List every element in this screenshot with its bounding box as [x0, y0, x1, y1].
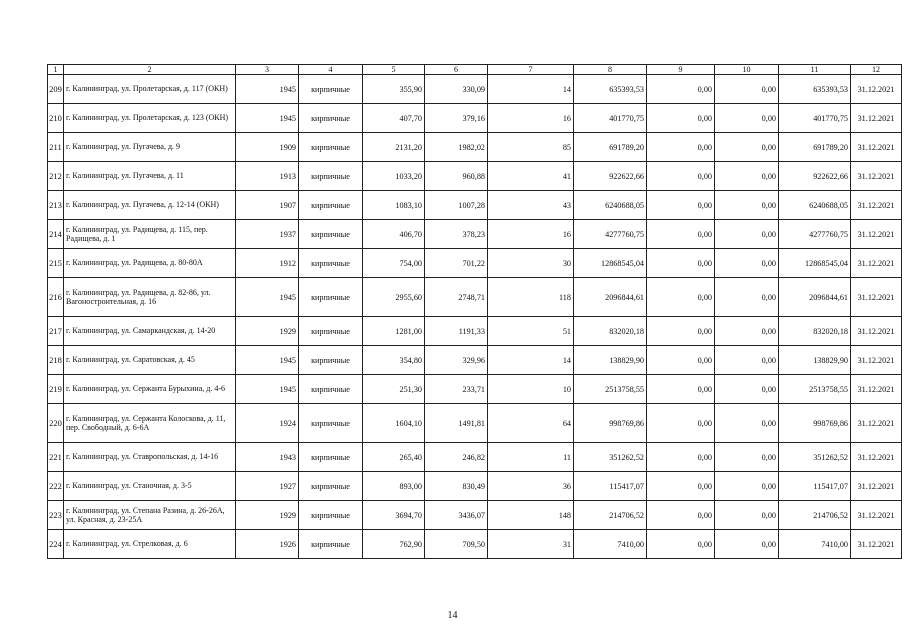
value-col-5-cell: 2131,20	[363, 133, 425, 162]
value-col-11-cell: 7410,00	[779, 530, 851, 559]
value-col-11-cell: 351262,52	[779, 443, 851, 472]
value-col-6-cell: 830,49	[425, 472, 488, 501]
value-col-10-cell: 0,00	[715, 104, 779, 133]
row-number-cell: 216	[48, 278, 64, 317]
value-col-11-cell: 832020,18	[779, 317, 851, 346]
value-col-9-cell: 0,00	[647, 443, 715, 472]
table-row	[48, 346, 902, 375]
value-col-6-cell: 1191,33	[425, 317, 488, 346]
date-cell: 31.12.2021	[851, 133, 902, 162]
row-number-cell: 212	[48, 162, 64, 191]
column-header: 10	[715, 65, 779, 75]
value-col-11-cell: 138829,90	[779, 346, 851, 375]
wall-material-cell: кирпичные	[299, 278, 363, 317]
value-col-5-cell: 1281,00	[363, 317, 425, 346]
build-year-cell: 1924	[236, 404, 299, 443]
value-col-5-cell: 407,70	[363, 104, 425, 133]
build-year-cell: 1945	[236, 104, 299, 133]
row-number-cell: 215	[48, 249, 64, 278]
build-year-cell: 1945	[236, 278, 299, 317]
value-col-10-cell: 0,00	[715, 530, 779, 559]
address-cell: г. Калининград, ул. Ставропольская, д. 14-16	[64, 443, 236, 472]
build-year-cell: 1945	[236, 346, 299, 375]
value-col-10-cell: 0,00	[715, 346, 779, 375]
value-col-7-cell: 41	[488, 162, 574, 191]
table-row	[48, 530, 902, 559]
value-col-11-cell: 2513758,55	[779, 375, 851, 404]
address-cell: г. Калининград, ул. Сержанта Бурыхина, д. 4-6	[64, 375, 236, 404]
wall-material-cell: кирпичные	[299, 472, 363, 501]
date-cell: 31.12.2021	[851, 162, 902, 191]
date-cell: 31.12.2021	[851, 443, 902, 472]
value-col-7-cell: 85	[488, 133, 574, 162]
value-col-9-cell: 0,00	[647, 278, 715, 317]
page-number: 14	[447, 610, 458, 621]
row-number-cell: 220	[48, 404, 64, 443]
value-col-7-cell: 43	[488, 191, 574, 220]
build-year-cell: 1929	[236, 501, 299, 530]
value-col-10-cell: 0,00	[715, 162, 779, 191]
column-number-row	[48, 65, 902, 75]
address-cell: г. Калининград, ул. Сержанта Колоскова, д. 11, пер. Свободный, д. 6-6А	[64, 404, 236, 443]
row-number-cell: 209	[48, 75, 64, 104]
value-col-11-cell: 214706,52	[779, 501, 851, 530]
table-row	[48, 472, 902, 501]
value-col-9-cell: 0,00	[647, 162, 715, 191]
wall-material-cell: кирпичные	[299, 501, 363, 530]
column-header: 6	[425, 65, 488, 75]
value-col-9-cell: 0,00	[647, 220, 715, 249]
wall-material-cell: кирпичные	[299, 104, 363, 133]
address-cell: г. Калининград, ул. Степана Разина, д. 26-26А, ул. Красная, д. 23-25А	[64, 501, 236, 530]
address-cell: г. Калининград, ул. Стрелковая, д. 6	[64, 530, 236, 559]
build-year-cell: 1926	[236, 530, 299, 559]
value-col-6-cell: 1982,02	[425, 133, 488, 162]
wall-material-cell: кирпичные	[299, 443, 363, 472]
value-col-10-cell: 0,00	[715, 75, 779, 104]
value-col-11-cell: 691789,20	[779, 133, 851, 162]
value-col-11-cell: 401770,75	[779, 104, 851, 133]
value-col-10-cell: 0,00	[715, 404, 779, 443]
column-header: 3	[236, 65, 299, 75]
value-col-9-cell: 0,00	[647, 104, 715, 133]
row-number-cell: 222	[48, 472, 64, 501]
value-col-9-cell: 0,00	[647, 404, 715, 443]
value-col-8-cell: 635393,53	[574, 75, 647, 104]
date-cell: 31.12.2021	[851, 278, 902, 317]
address-cell: г. Калининград, ул. Пугачева, д. 9	[64, 133, 236, 162]
column-header: 9	[647, 65, 715, 75]
row-number-cell: 213	[48, 191, 64, 220]
value-col-10-cell: 0,00	[715, 133, 779, 162]
row-number-cell: 219	[48, 375, 64, 404]
value-col-8-cell: 6240688,05	[574, 191, 647, 220]
address-cell: г. Калининград, ул. Станочная, д. 3-5	[64, 472, 236, 501]
row-number-cell: 210	[48, 104, 64, 133]
value-col-6-cell: 1007,28	[425, 191, 488, 220]
value-col-8-cell: 138829,90	[574, 346, 647, 375]
value-col-11-cell: 635393,53	[779, 75, 851, 104]
build-year-cell: 1913	[236, 162, 299, 191]
housing-register-table	[47, 64, 902, 559]
value-col-8-cell: 691789,20	[574, 133, 647, 162]
address-cell: г. Калининград, ул. Радищева, д. 115, пер. Радищева, д. 1	[64, 220, 236, 249]
address-cell: г. Калининград, ул. Пролетарская, д. 117 (ОКН)	[64, 75, 236, 104]
address-cell: г. Калининград, ул. Саратовская, д. 45	[64, 346, 236, 375]
date-cell: 31.12.2021	[851, 530, 902, 559]
value-col-6-cell: 329,96	[425, 346, 488, 375]
build-year-cell: 1927	[236, 472, 299, 501]
value-col-11-cell: 998769,86	[779, 404, 851, 443]
value-col-6-cell: 3436,07	[425, 501, 488, 530]
column-header: 12	[851, 65, 902, 75]
value-col-9-cell: 0,00	[647, 501, 715, 530]
value-col-7-cell: 14	[488, 346, 574, 375]
row-number-cell: 223	[48, 501, 64, 530]
build-year-cell: 1945	[236, 375, 299, 404]
column-header: 2	[64, 65, 236, 75]
table-row	[48, 191, 902, 220]
table-row	[48, 317, 902, 346]
value-col-9-cell: 0,00	[647, 346, 715, 375]
wall-material-cell: кирпичные	[299, 404, 363, 443]
value-col-6-cell: 330,09	[425, 75, 488, 104]
value-col-6-cell: 378,23	[425, 220, 488, 249]
value-col-8-cell: 2096844,61	[574, 278, 647, 317]
value-col-5-cell: 355,90	[363, 75, 425, 104]
address-cell: г. Калининград, ул. Пролетарская, д. 123 (ОКН)	[64, 104, 236, 133]
value-col-5-cell: 251,30	[363, 375, 425, 404]
value-col-7-cell: 10	[488, 375, 574, 404]
address-cell: г. Калининград, ул. Радищева, д. 80-80А	[64, 249, 236, 278]
value-col-5-cell: 1033,20	[363, 162, 425, 191]
value-col-8-cell: 115417,07	[574, 472, 647, 501]
value-col-8-cell: 2513758,55	[574, 375, 647, 404]
value-col-8-cell: 4277760,75	[574, 220, 647, 249]
value-col-10-cell: 0,00	[715, 220, 779, 249]
value-col-7-cell: 16	[488, 104, 574, 133]
row-number-cell: 217	[48, 317, 64, 346]
date-cell: 31.12.2021	[851, 375, 902, 404]
date-cell: 31.12.2021	[851, 104, 902, 133]
value-col-7-cell: 64	[488, 404, 574, 443]
row-number-cell: 221	[48, 443, 64, 472]
wall-material-cell: кирпичные	[299, 375, 363, 404]
value-col-11-cell: 115417,07	[779, 472, 851, 501]
value-col-5-cell: 1083,10	[363, 191, 425, 220]
wall-material-cell: кирпичные	[299, 191, 363, 220]
table-row	[48, 220, 902, 249]
value-col-7-cell: 31	[488, 530, 574, 559]
value-col-10-cell: 0,00	[715, 472, 779, 501]
value-col-8-cell: 7410,00	[574, 530, 647, 559]
value-col-5-cell: 3694,70	[363, 501, 425, 530]
date-cell: 31.12.2021	[851, 501, 902, 530]
wall-material-cell: кирпичные	[299, 346, 363, 375]
value-col-9-cell: 0,00	[647, 317, 715, 346]
value-col-6-cell: 709,50	[425, 530, 488, 559]
table-row	[48, 404, 902, 443]
table-row	[48, 501, 902, 530]
date-cell: 31.12.2021	[851, 220, 902, 249]
date-cell: 31.12.2021	[851, 249, 902, 278]
table-row	[48, 162, 902, 191]
column-header: 4	[299, 65, 363, 75]
wall-material-cell: кирпичные	[299, 530, 363, 559]
build-year-cell: 1929	[236, 317, 299, 346]
wall-material-cell: кирпичные	[299, 133, 363, 162]
value-col-9-cell: 0,00	[647, 191, 715, 220]
row-number-cell: 211	[48, 133, 64, 162]
address-cell: г. Калининград, ул. Радищева, д. 82-86, ул. Вагоностроительная, д. 16	[64, 278, 236, 317]
column-header: 1	[48, 65, 64, 75]
value-col-11-cell: 922622,66	[779, 162, 851, 191]
value-col-8-cell: 998769,86	[574, 404, 647, 443]
column-header: 5	[363, 65, 425, 75]
table-row	[48, 104, 902, 133]
table-row	[48, 375, 902, 404]
value-col-9-cell: 0,00	[647, 249, 715, 278]
value-col-11-cell: 12868545,04	[779, 249, 851, 278]
date-cell: 31.12.2021	[851, 75, 902, 104]
value-col-8-cell: 214706,52	[574, 501, 647, 530]
date-cell: 31.12.2021	[851, 472, 902, 501]
build-year-cell: 1945	[236, 75, 299, 104]
value-col-9-cell: 0,00	[647, 75, 715, 104]
table-row	[48, 249, 902, 278]
build-year-cell: 1943	[236, 443, 299, 472]
table-row	[48, 75, 902, 104]
value-col-10-cell: 0,00	[715, 278, 779, 317]
table-row	[48, 278, 902, 317]
value-col-7-cell: 51	[488, 317, 574, 346]
value-col-10-cell: 0,00	[715, 375, 779, 404]
address-cell: г. Калининград, ул. Самаркандская, д. 14-20	[64, 317, 236, 346]
value-col-7-cell: 14	[488, 75, 574, 104]
value-col-7-cell: 36	[488, 472, 574, 501]
build-year-cell: 1937	[236, 220, 299, 249]
wall-material-cell: кирпичные	[299, 317, 363, 346]
value-col-8-cell: 12868545,04	[574, 249, 647, 278]
value-col-10-cell: 0,00	[715, 443, 779, 472]
table-row	[48, 443, 902, 472]
table-body	[48, 65, 902, 559]
value-col-7-cell: 16	[488, 220, 574, 249]
table-row	[48, 133, 902, 162]
value-col-11-cell: 2096844,61	[779, 278, 851, 317]
column-header: 8	[574, 65, 647, 75]
value-col-5-cell: 265,40	[363, 443, 425, 472]
value-col-9-cell: 0,00	[647, 375, 715, 404]
value-col-9-cell: 0,00	[647, 472, 715, 501]
value-col-9-cell: 0,00	[647, 530, 715, 559]
date-cell: 31.12.2021	[851, 346, 902, 375]
row-number-cell: 218	[48, 346, 64, 375]
address-cell: г. Калининград, ул. Пугачева, д. 12-14 (ОКН)	[64, 191, 236, 220]
date-cell: 31.12.2021	[851, 191, 902, 220]
column-header: 7	[488, 65, 574, 75]
value-col-6-cell: 379,16	[425, 104, 488, 133]
value-col-7-cell: 11	[488, 443, 574, 472]
value-col-11-cell: 4277760,75	[779, 220, 851, 249]
value-col-8-cell: 351262,52	[574, 443, 647, 472]
value-col-8-cell: 922622,66	[574, 162, 647, 191]
column-header: 11	[779, 65, 851, 75]
value-col-5-cell: 893,00	[363, 472, 425, 501]
value-col-6-cell: 246,82	[425, 443, 488, 472]
build-year-cell: 1909	[236, 133, 299, 162]
value-col-10-cell: 0,00	[715, 317, 779, 346]
date-cell: 31.12.2021	[851, 404, 902, 443]
value-col-11-cell: 6240688,05	[779, 191, 851, 220]
build-year-cell: 1907	[236, 191, 299, 220]
value-col-6-cell: 2748,71	[425, 278, 488, 317]
date-cell: 31.12.2021	[851, 317, 902, 346]
value-col-10-cell: 0,00	[715, 191, 779, 220]
address-cell: г. Калининград, ул. Пугачева, д. 11	[64, 162, 236, 191]
row-number-cell: 224	[48, 530, 64, 559]
value-col-8-cell: 401770,75	[574, 104, 647, 133]
build-year-cell: 1912	[236, 249, 299, 278]
value-col-6-cell: 233,71	[425, 375, 488, 404]
wall-material-cell: кирпичные	[299, 249, 363, 278]
value-col-9-cell: 0,00	[647, 133, 715, 162]
value-col-5-cell: 354,80	[363, 346, 425, 375]
value-col-7-cell: 148	[488, 501, 574, 530]
value-col-5-cell: 2955,60	[363, 278, 425, 317]
value-col-6-cell: 701,22	[425, 249, 488, 278]
value-col-5-cell: 1604,10	[363, 404, 425, 443]
value-col-7-cell: 30	[488, 249, 574, 278]
wall-material-cell: кирпичные	[299, 162, 363, 191]
value-col-7-cell: 118	[488, 278, 574, 317]
row-number-cell: 214	[48, 220, 64, 249]
value-col-5-cell: 762,90	[363, 530, 425, 559]
value-col-6-cell: 960,88	[425, 162, 488, 191]
wall-material-cell: кирпичные	[299, 220, 363, 249]
value-col-5-cell: 406,70	[363, 220, 425, 249]
wall-material-cell: кирпичные	[299, 75, 363, 104]
value-col-5-cell: 754,00	[363, 249, 425, 278]
value-col-6-cell: 1491,81	[425, 404, 488, 443]
value-col-10-cell: 0,00	[715, 501, 779, 530]
value-col-8-cell: 832020,18	[574, 317, 647, 346]
value-col-10-cell: 0,00	[715, 249, 779, 278]
